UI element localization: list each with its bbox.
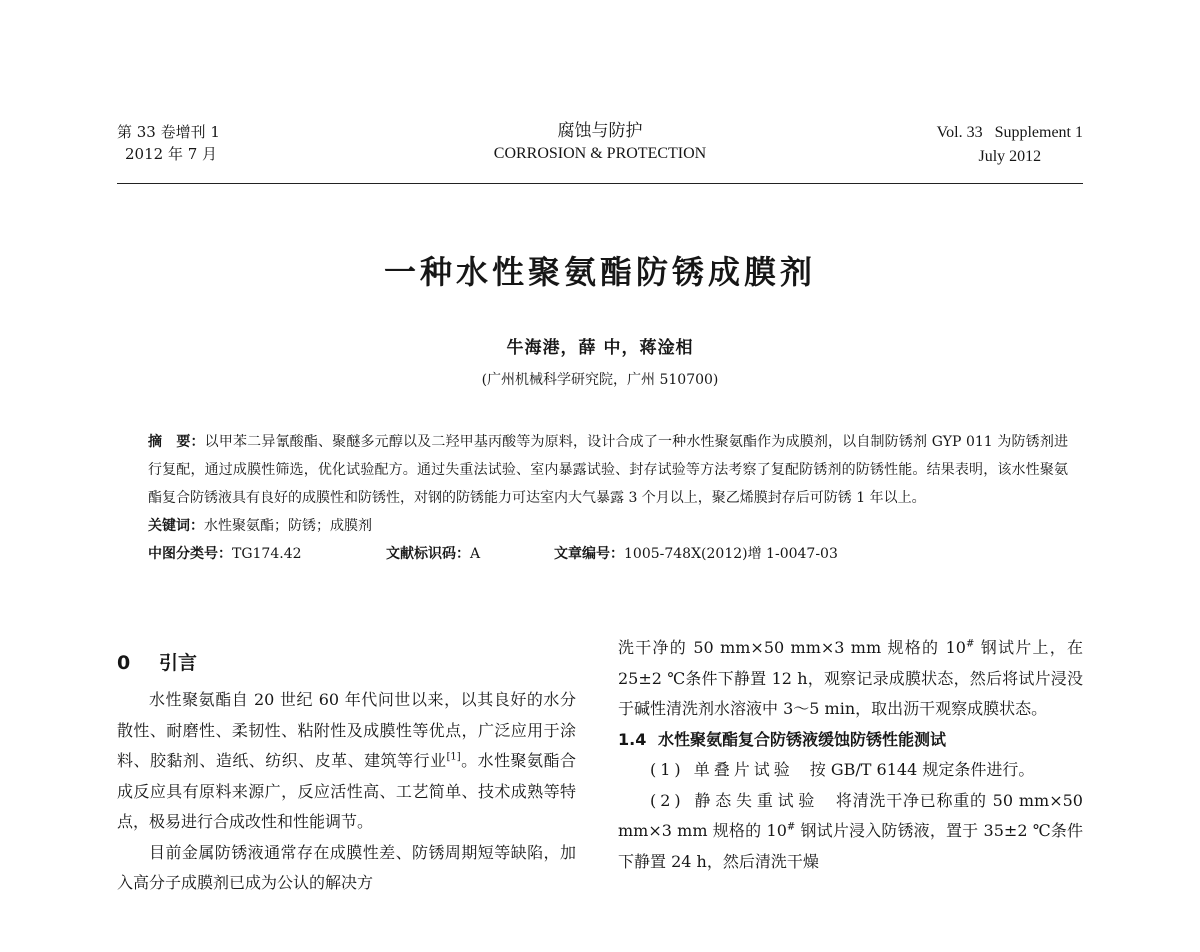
volume-issue-en: Vol. 33 Supplement 1 xyxy=(936,124,1083,141)
test-item-text: 按 GB/T 6144 规定条件进行。 xyxy=(793,760,1035,779)
classification-row xyxy=(148,540,1068,568)
paragraph-text: 钢试片上，在 25±2 ℃条件下静置 12 h，观察记录成膜状态，然后将试片浸没于碱性清洗剂水溶液中 3～5 min，取出沥干观察成膜状态。 xyxy=(618,638,1083,718)
abstract xyxy=(148,428,1068,512)
test-item-1 xyxy=(618,755,1083,786)
keywords-label: 关键词： xyxy=(148,518,204,534)
doc-code-label: 文献标识码： xyxy=(386,546,470,562)
clc-label: 中图分类号： xyxy=(148,546,232,562)
right-column xyxy=(618,633,1083,877)
test-item-label: (2) 静态失重试验 xyxy=(650,790,820,810)
journal-volume-info xyxy=(117,121,220,165)
citation-ref[interactable]: [1] xyxy=(446,751,461,763)
issue-date: 2012 年 7 月 xyxy=(125,145,218,163)
test-item-text: 将清洗干净已称重的 50 mm×50 mm×3 mm 规格的 10 xyxy=(618,790,1083,840)
clc-value: TG174.42 xyxy=(232,546,302,562)
subsection-title: 水性聚氨酯复合防锈液缓蚀防锈性能测试 xyxy=(658,729,947,749)
article-no-label: 文章编号： xyxy=(554,546,624,562)
subsection-number: 1.4 xyxy=(618,729,647,749)
abstract-label: 摘 要： xyxy=(148,434,205,450)
paragraph-text: 水性聚氨酯自 20 世纪 60 年代问世以来，以其良好的水分散性、耐磨性、柔韧性、粘附性及成膜性等优点，广泛应用于涂料、胶黏剂、造纸、纺织、皮革、建筑等行业 xyxy=(117,690,576,770)
left-column xyxy=(117,645,576,899)
paragraph xyxy=(618,633,1083,725)
section-number: 0 xyxy=(117,652,131,674)
affiliation: (广州机械科学研究院，广州 510700) xyxy=(481,372,719,388)
test-item-text: 钢试片浸入防锈液，置于 35±2 ℃条件下静置 24 h，然后清洗干燥 xyxy=(618,821,1083,871)
header-rule xyxy=(117,183,1083,184)
test-item-2 xyxy=(618,786,1083,878)
subsection-heading xyxy=(618,725,1083,756)
journal-name-en: CORROSION & PROTECTION xyxy=(493,145,707,162)
journal-volume-info-en xyxy=(937,121,1083,169)
issue-date-en: July 2012 xyxy=(978,148,1042,165)
paragraph-text: 洗干净的 50 mm×50 mm×3 mm 规格的 10 xyxy=(618,638,966,657)
superscript: # xyxy=(965,638,975,650)
section-heading-introduction xyxy=(117,645,576,681)
authors: 牛海港，薛 中，蒋淦相 xyxy=(506,338,694,358)
clc-number xyxy=(148,540,338,568)
paragraph xyxy=(117,685,576,838)
section-title: 引言 xyxy=(159,652,198,674)
superscript: # xyxy=(786,821,796,833)
paragraph-text: 。水性聚氨酯合成反应具有原料来源广，反应活性高、工艺简单、技术成熟等特点，极易进行合成改性和性能调节。 xyxy=(117,751,576,831)
keywords-text: 水性聚氨酯；防锈；成膜剂 xyxy=(204,518,372,534)
doc-code xyxy=(386,540,506,568)
abstract-text: 以甲苯二异氰酸酯、聚醚多元醇以及二羟甲基丙酸等为原料，设计合成了一种水性聚氨酯作为成膜剂，以自制防锈剂 GYP 011 为防锈剂进行复配，通过成膜性筛选，优化试验配方。通过失重法试验、室内暴露试验、封存试验等方法考察了复配防锈剂的防锈性能。结果表明，该水性聚氨酯复合防锈液具有良好的成膜性和防锈性，对钢的防锈能力可达室内大气暴露 3 个月以上，聚乙烯膜封存后可防锈 1 年以上。 xyxy=(148,434,1069,506)
keywords xyxy=(148,512,1068,540)
volume-issue: 第 33 卷增刊 1 xyxy=(117,123,220,141)
paper-title: 一种水性聚氨酯防锈成膜剂 xyxy=(383,253,816,291)
article-no-value: 1005-748X(2012)增 1-0047-03 xyxy=(624,546,838,562)
doc-code-value: A xyxy=(470,546,481,562)
article-number xyxy=(554,540,838,568)
journal-name-cn: 腐蚀与防护 xyxy=(557,121,643,141)
paragraph: 目前金属防锈液通常存在成膜性差、防锈周期短等缺陷，加入高分子成膜剂已成为公认的解决方 xyxy=(117,842,576,892)
abstract-block xyxy=(148,428,1068,568)
journal-name xyxy=(400,119,800,165)
test-item-label: (1) 单叠片试验 xyxy=(650,760,794,779)
